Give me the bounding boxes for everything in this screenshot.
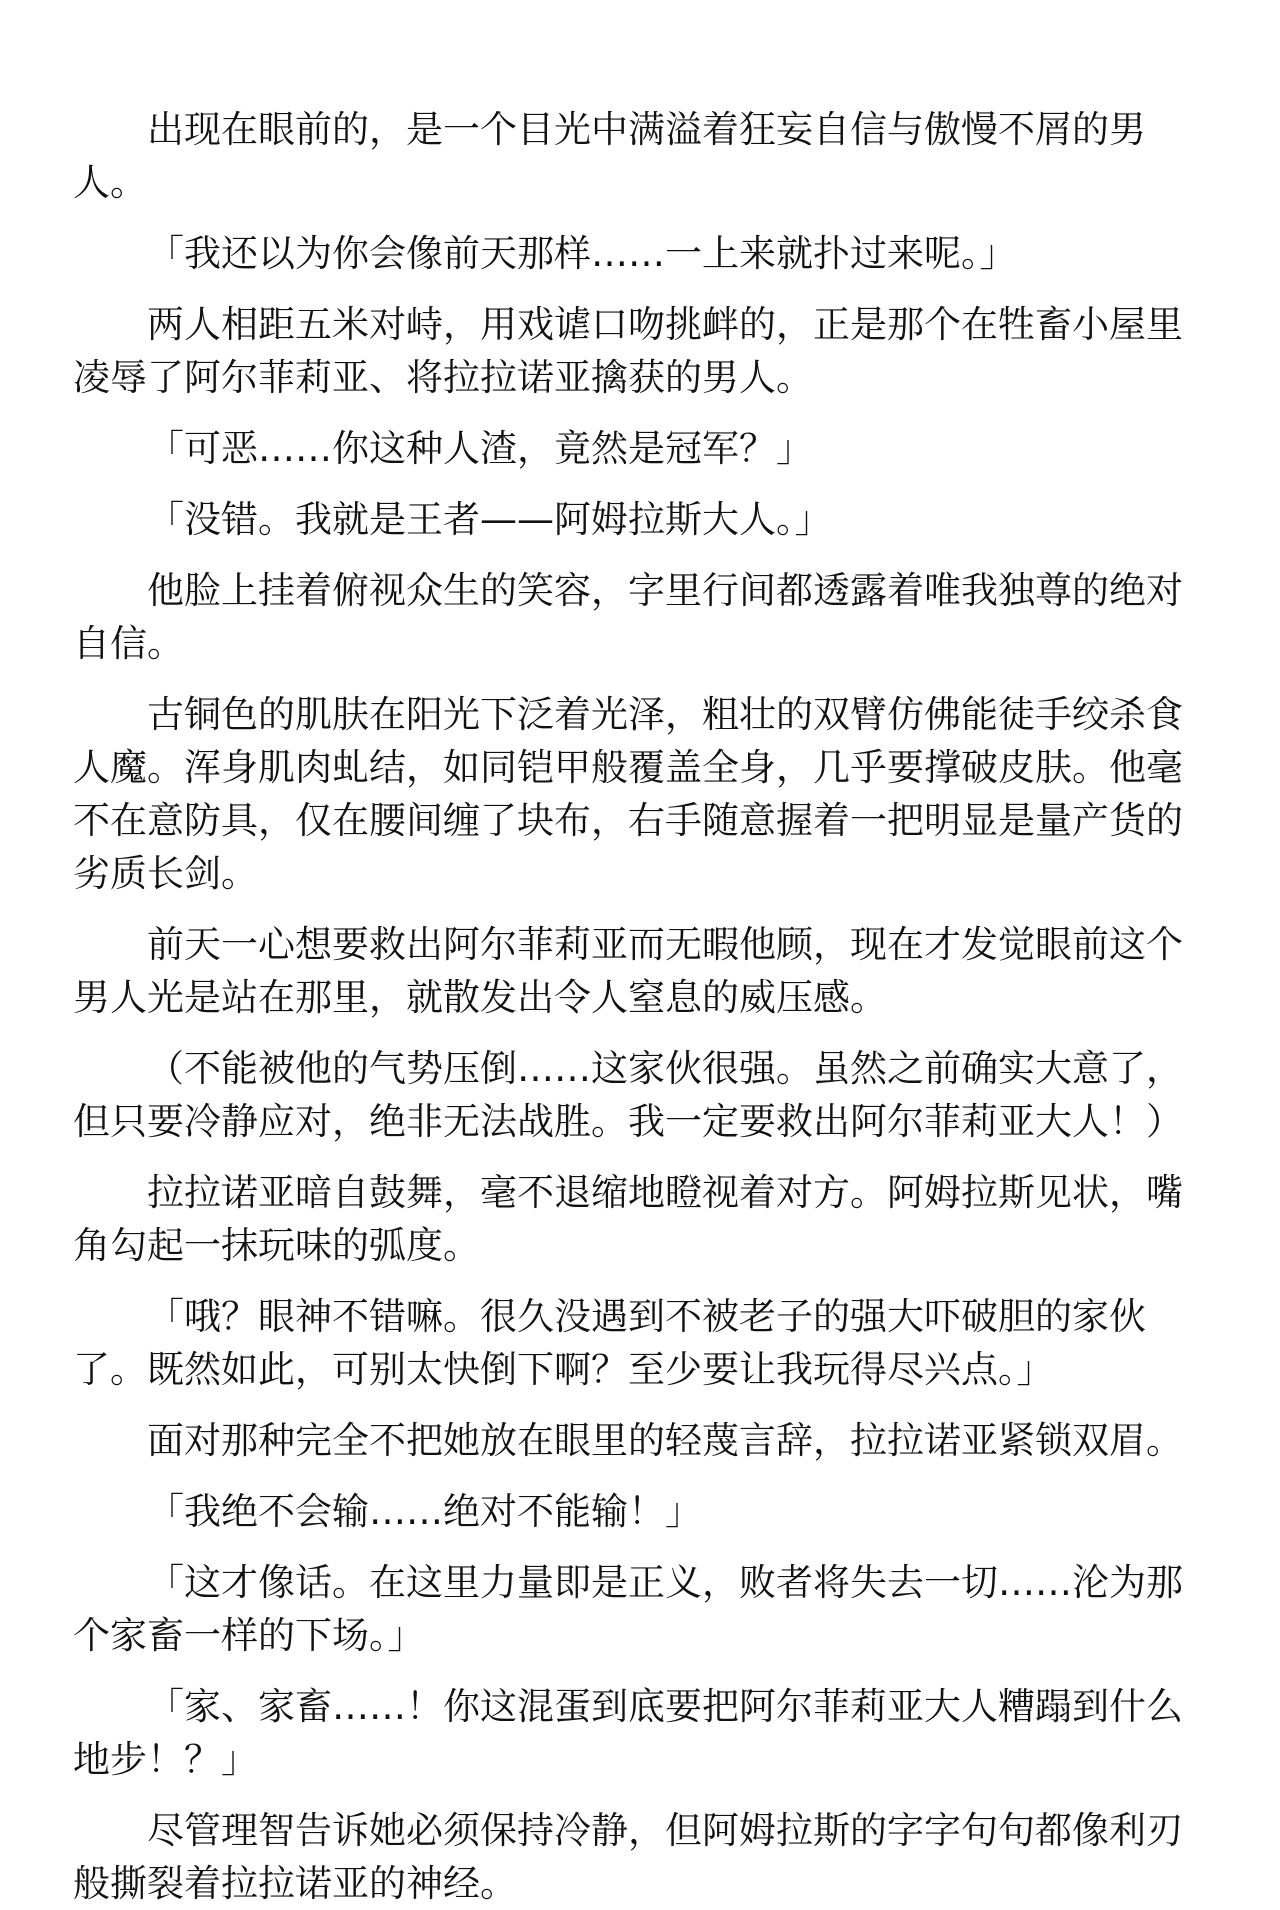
paragraph-16: 尽管理智告诉她必须保持冷静，但阿姆拉斯的字字句句都像利刃般撕裂着拉拉诺亚的神经。 xyxy=(73,1809,1183,1905)
paragraph-4: 「可恶……你这种人渣，竟然是冠军？」 xyxy=(147,427,813,470)
paragraph-1: 出现在眼前的，是一个目光中满溢着狂妄自信与傲慢不屑的男人。 xyxy=(73,108,1146,204)
paragraph-10: 拉拉诺亚暗自鼓舞，毫不退缩地瞪视着对方。阿姆拉斯见状，嘴角勾起一抹玩味的弧度。 xyxy=(73,1171,1183,1267)
paragraph-6: 他脸上挂着俯视众生的笑容，字里行间都透露着唯我独尊的绝对自信。 xyxy=(73,569,1183,665)
paragraph-11: 「哦？眼神不错嘛。很久没遇到不被老子的强大吓破胆的家伙了。既然如此，可别太快倒下啊？至少要让我玩得尽兴点。」 xyxy=(73,1295,1146,1391)
paragraph-2: 「我还以为你会像前天那样……一上来就扑过来呢。」 xyxy=(147,232,1017,275)
paragraph-5: 「没错。我就是王者——阿姆拉斯大人。」 xyxy=(147,498,832,541)
paragraph-7: 古铜色的肌肤在阳光下泛着光泽，粗壮的双臂仿佛能徒手绞杀食人魔。浑身肌肉虬结，如同铠甲般覆盖全身，几乎要撑破皮肤。他毫不在意防具，仅在腰间缠了块布，右手随意握着一把明显是量产货的劣质长剑。 xyxy=(73,693,1183,895)
paragraph-14: 「这才像话。在这里力量即是正义，败者将失去一切……沦为那个家畜一样的下场。」 xyxy=(73,1561,1183,1657)
paragraph-8: 前天一心想要救出阿尔菲莉亚而无暇他顾，现在才发觉眼前这个男人光是站在那里，就散发出令人窒息的威压感。 xyxy=(73,923,1183,1019)
paragraph-9: （不能被他的气势压倒……这家伙很强。虽然之前确实大意了，但只要冷静应对，绝非无法战胜。我一定要救出阿尔菲莉亚大人！） xyxy=(73,1047,1183,1143)
paragraph-15: 「家、家畜……！你这混蛋到底要把阿尔菲莉亚大人糟蹋到什么地步！？」 xyxy=(73,1685,1183,1781)
paragraph-13: 「我绝不会输……绝对不能输！」 xyxy=(147,1490,702,1533)
paragraph-3: 两人相距五米对峙，用戏谑口吻挑衅的，正是那个在牲畜小屋里凌辱了阿尔菲莉亚、将拉拉诺亚擒获的男人。 xyxy=(73,303,1183,399)
paragraph-12: 面对那种完全不把她放在眼里的轻蔑言辞，拉拉诺亚紧锁双眉。 xyxy=(147,1419,1183,1462)
